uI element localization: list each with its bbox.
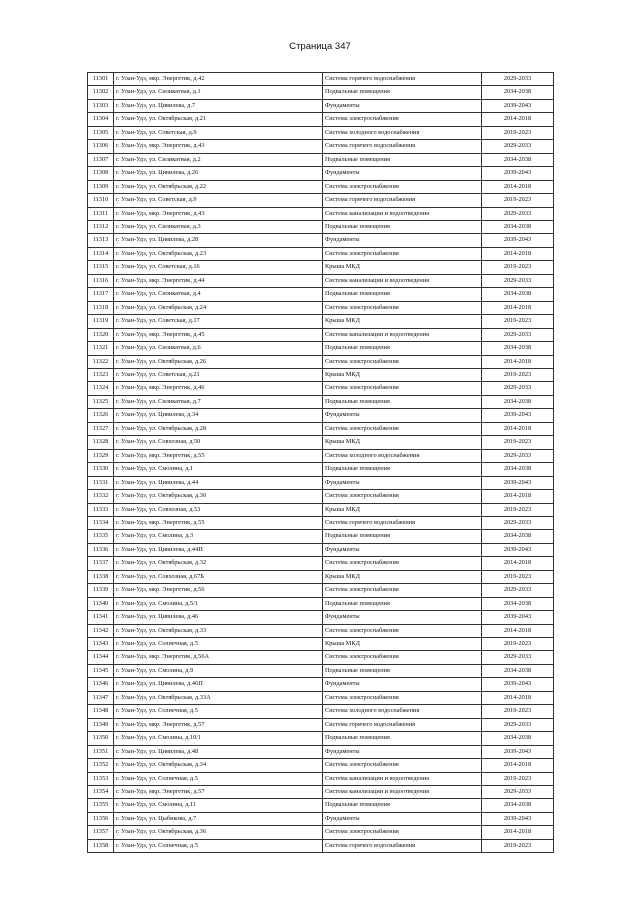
work-type-cell: Фундаменты bbox=[323, 167, 482, 180]
period-cell: 2019-2023 bbox=[482, 315, 554, 328]
table-row bbox=[88, 126, 554, 139]
address-cell: г. Улан-Удэ, ул. Цивилева, д.48 bbox=[114, 745, 323, 758]
period-cell: 2034-2038 bbox=[482, 732, 554, 745]
period-cell: 2014-2018 bbox=[482, 557, 554, 570]
period-cell: 2029-2033 bbox=[482, 274, 554, 287]
table-row bbox=[88, 638, 554, 651]
address-cell: г. Улан-Удэ, мкр. Энергетик, д.46 bbox=[114, 382, 323, 395]
table-row bbox=[88, 288, 554, 301]
work-type-cell: Система электроснабжения bbox=[323, 180, 482, 193]
address-cell: г. Улан-Удэ, ул. Октябрьская, д.33А bbox=[114, 691, 323, 704]
period-cell: 2039-2043 bbox=[482, 745, 554, 758]
address-cell: г. Улан-Удэ, ул. Совхозная, д.53 bbox=[114, 503, 323, 516]
work-type-cell: Крыша МКД bbox=[323, 261, 482, 274]
period-cell: 2039-2043 bbox=[482, 167, 554, 180]
address-cell: г. Улан-Удэ, мкр. Энергетик, д.43 bbox=[114, 140, 323, 153]
period-cell: 2034-2038 bbox=[482, 288, 554, 301]
work-type-cell: Подвальные помещения bbox=[323, 220, 482, 233]
row-number: 11327 bbox=[88, 422, 114, 435]
table-row bbox=[88, 557, 554, 570]
row-number: 11325 bbox=[88, 395, 114, 408]
address-cell: г. Улан-Удэ, ул. Цивилева, д.46П bbox=[114, 678, 323, 691]
table-row bbox=[88, 301, 554, 314]
address-cell: г. Улан-Удэ, ул. Октябрьская, д.23 bbox=[114, 247, 323, 260]
address-cell: г. Улан-Удэ, ул. Смолина, д.9 bbox=[114, 664, 323, 677]
address-cell: г. Улан-Удэ, ул. Солнечная, д.5 bbox=[114, 839, 323, 852]
work-type-cell: Крыша МКД bbox=[323, 368, 482, 381]
table-row bbox=[88, 516, 554, 529]
period-cell: 2039-2043 bbox=[482, 611, 554, 624]
work-type-cell: Подвальные помещения bbox=[323, 799, 482, 812]
address-cell: г. Улан-Удэ, ул. Силикатная, д.6 bbox=[114, 342, 323, 355]
period-cell: 2019-2023 bbox=[482, 368, 554, 381]
table-row bbox=[88, 799, 554, 812]
schedule-table bbox=[87, 72, 554, 853]
row-number: 11305 bbox=[88, 126, 114, 139]
period-cell: 2019-2023 bbox=[482, 839, 554, 852]
period-cell: 2029-2033 bbox=[482, 786, 554, 799]
row-number: 11343 bbox=[88, 638, 114, 651]
work-type-cell: Фундаменты bbox=[323, 611, 482, 624]
row-number: 11335 bbox=[88, 530, 114, 543]
work-type-cell: Система канализации и водоотведения bbox=[323, 274, 482, 287]
table-row bbox=[88, 463, 554, 476]
row-number: 11354 bbox=[88, 786, 114, 799]
work-type-cell: Система электроснабжения bbox=[323, 113, 482, 126]
row-number: 11314 bbox=[88, 247, 114, 260]
work-type-cell: Система электроснабжения bbox=[323, 759, 482, 772]
work-type-cell: Система электроснабжения bbox=[323, 301, 482, 314]
work-type-cell: Система канализации и водоотведения bbox=[323, 328, 482, 341]
table-row bbox=[88, 409, 554, 422]
table-row bbox=[88, 355, 554, 368]
period-cell: 2039-2043 bbox=[482, 234, 554, 247]
table-row bbox=[88, 449, 554, 462]
table-row bbox=[88, 718, 554, 731]
work-type-cell: Фундаменты bbox=[323, 745, 482, 758]
table-row bbox=[88, 597, 554, 610]
period-cell: 2019-2023 bbox=[482, 194, 554, 207]
period-cell: 2034-2038 bbox=[482, 463, 554, 476]
row-number: 11311 bbox=[88, 207, 114, 220]
address-cell: г. Улан-Удэ, ул. Силикатная, д.2 bbox=[114, 153, 323, 166]
work-type-cell: Подвальные помещения bbox=[323, 597, 482, 610]
table-row bbox=[88, 476, 554, 489]
row-number: 11329 bbox=[88, 449, 114, 462]
period-cell: 2029-2033 bbox=[482, 140, 554, 153]
period-cell: 2039-2043 bbox=[482, 476, 554, 489]
address-cell: г. Улан-Удэ, ул. Советская, д.9 bbox=[114, 194, 323, 207]
work-type-cell: Фундаменты bbox=[323, 234, 482, 247]
address-cell: г. Улан-Удэ, ул. Смолина, д.5/1 bbox=[114, 597, 323, 610]
address-cell: г. Улан-Удэ, ул. Октябрьская, д.32 bbox=[114, 557, 323, 570]
table-row bbox=[88, 247, 554, 260]
row-number: 11307 bbox=[88, 153, 114, 166]
work-type-cell: Система канализации и водоотведения bbox=[323, 772, 482, 785]
table-row bbox=[88, 220, 554, 233]
table-row bbox=[88, 328, 554, 341]
address-cell: г. Улан-Удэ, ул. Смолина, д.1 bbox=[114, 463, 323, 476]
table-row bbox=[88, 691, 554, 704]
table-row bbox=[88, 422, 554, 435]
row-number: 11331 bbox=[88, 476, 114, 489]
row-number: 11313 bbox=[88, 234, 114, 247]
table-row bbox=[88, 86, 554, 99]
period-cell: 2034-2038 bbox=[482, 799, 554, 812]
address-cell: г. Улан-Удэ, мкр. Энергетик, д.56А bbox=[114, 651, 323, 664]
work-type-cell: Система горячего водоснабжения bbox=[323, 140, 482, 153]
work-type-cell: Крыша МКД bbox=[323, 570, 482, 583]
row-number: 11347 bbox=[88, 691, 114, 704]
row-number: 11309 bbox=[88, 180, 114, 193]
table-row bbox=[88, 611, 554, 624]
table-row bbox=[88, 786, 554, 799]
table-row bbox=[88, 530, 554, 543]
address-cell: г. Улан-Удэ, ул. Цивилева, д.34 bbox=[114, 409, 323, 422]
address-cell: г. Улан-Удэ, ул. Силикатная, д.7 bbox=[114, 395, 323, 408]
work-type-cell: Система электроснабжения bbox=[323, 557, 482, 570]
period-cell: 2034-2038 bbox=[482, 342, 554, 355]
period-cell: 2034-2038 bbox=[482, 597, 554, 610]
address-cell: г. Улан-Удэ, ул. Цивилева, д.28 bbox=[114, 234, 323, 247]
table-row bbox=[88, 651, 554, 664]
work-type-cell: Система канализации и водоотведения bbox=[323, 786, 482, 799]
work-type-cell: Фундаменты bbox=[323, 476, 482, 489]
work-type-cell: Фундаменты bbox=[323, 409, 482, 422]
table-row bbox=[88, 207, 554, 220]
work-type-cell: Система горячего водоснабжения bbox=[323, 718, 482, 731]
period-cell: 2014-2018 bbox=[482, 759, 554, 772]
row-number: 11339 bbox=[88, 584, 114, 597]
work-type-cell: Крыша МКД bbox=[323, 315, 482, 328]
address-cell: г. Улан-Удэ, ул. Октябрьская, д.34 bbox=[114, 759, 323, 772]
address-cell: г. Улан-Удэ, ул. Советская, д.21 bbox=[114, 368, 323, 381]
row-number: 11321 bbox=[88, 342, 114, 355]
address-cell: г. Улан-Удэ, ул. Октябрьская, д.21 bbox=[114, 113, 323, 126]
period-cell: 2019-2023 bbox=[482, 503, 554, 516]
row-number: 11349 bbox=[88, 718, 114, 731]
period-cell: 2039-2043 bbox=[482, 678, 554, 691]
table-row bbox=[88, 826, 554, 839]
work-type-cell: Система холодного водоснабжения bbox=[323, 705, 482, 718]
row-number: 11304 bbox=[88, 113, 114, 126]
row-number: 11306 bbox=[88, 140, 114, 153]
address-cell: г. Улан-Удэ, ул. Цивилева, д.44 bbox=[114, 476, 323, 489]
table-row bbox=[88, 140, 554, 153]
work-type-cell: Фундаменты bbox=[323, 99, 482, 112]
period-cell: 2029-2033 bbox=[482, 328, 554, 341]
table-row bbox=[88, 382, 554, 395]
work-type-cell: Система электроснабжения bbox=[323, 691, 482, 704]
row-number: 11328 bbox=[88, 436, 114, 449]
work-type-cell: Система холодного водоснабжения bbox=[323, 126, 482, 139]
table-row bbox=[88, 234, 554, 247]
period-cell: 2014-2018 bbox=[482, 691, 554, 704]
address-cell: г. Улан-Удэ, ул. Октябрьская, д.26 bbox=[114, 355, 323, 368]
work-type-cell: Подвальные помещения bbox=[323, 463, 482, 476]
address-cell: г. Улан-Удэ, мкр. Энергетик, д.45 bbox=[114, 328, 323, 341]
address-cell: г. Улан-Удэ, мкр. Энергетик, д.56 bbox=[114, 584, 323, 597]
work-type-cell: Подвальные помещения bbox=[323, 342, 482, 355]
work-type-cell: Система электроснабжения bbox=[323, 247, 482, 260]
period-cell: 2039-2043 bbox=[482, 409, 554, 422]
row-number: 11333 bbox=[88, 503, 114, 516]
row-number: 11315 bbox=[88, 261, 114, 274]
work-type-cell: Подвальные помещения bbox=[323, 86, 482, 99]
row-number: 11345 bbox=[88, 664, 114, 677]
row-number: 11338 bbox=[88, 570, 114, 583]
address-cell: г. Улан-Удэ, ул. Силикатная, д.3 bbox=[114, 220, 323, 233]
period-cell: 2034-2038 bbox=[482, 395, 554, 408]
row-number: 11332 bbox=[88, 490, 114, 503]
row-number: 11336 bbox=[88, 543, 114, 556]
period-cell: 2014-2018 bbox=[482, 422, 554, 435]
row-number: 11355 bbox=[88, 799, 114, 812]
row-number: 11312 bbox=[88, 220, 114, 233]
address-cell: г. Улан-Удэ, ул. Октябрьская, д.33 bbox=[114, 624, 323, 637]
address-cell: г. Улан-Удэ, ул. Октябрьская, д.36 bbox=[114, 826, 323, 839]
table-row bbox=[88, 624, 554, 637]
row-number: 11341 bbox=[88, 611, 114, 624]
address-cell: г. Улан-Удэ, ул. Цивилева, д.46 bbox=[114, 611, 323, 624]
row-number: 11352 bbox=[88, 759, 114, 772]
address-cell: г. Улан-Удэ, ул. Цивилева, д.7 bbox=[114, 99, 323, 112]
table-row bbox=[88, 732, 554, 745]
row-number: 11303 bbox=[88, 99, 114, 112]
period-cell: 2019-2023 bbox=[482, 261, 554, 274]
work-type-cell: Система горячего водоснабжения bbox=[323, 194, 482, 207]
table-row bbox=[88, 368, 554, 381]
row-number: 11319 bbox=[88, 315, 114, 328]
work-type-cell: Система электроснабжения bbox=[323, 584, 482, 597]
address-cell: г. Улан-Удэ, ул. Советская, д.9 bbox=[114, 126, 323, 139]
row-number: 11317 bbox=[88, 288, 114, 301]
address-cell: г. Улан-Удэ, мкр. Энергетик, д.43 bbox=[114, 207, 323, 220]
address-cell: г. Улан-Удэ, ул. Солнечная, д.5 bbox=[114, 772, 323, 785]
address-cell: г. Улан-Удэ, мкр. Энергетик, д.44 bbox=[114, 274, 323, 287]
period-cell: 2019-2023 bbox=[482, 772, 554, 785]
work-type-cell: Система электроснабжения bbox=[323, 651, 482, 664]
table-row bbox=[88, 315, 554, 328]
table-row bbox=[88, 73, 554, 86]
address-cell: г. Улан-Удэ, ул. Цивилева, д.26 bbox=[114, 167, 323, 180]
period-cell: 2019-2023 bbox=[482, 705, 554, 718]
work-type-cell: Фундаменты bbox=[323, 678, 482, 691]
period-cell: 2039-2043 bbox=[482, 812, 554, 825]
table-body bbox=[88, 73, 554, 853]
period-cell: 2039-2043 bbox=[482, 99, 554, 112]
period-cell: 2014-2018 bbox=[482, 301, 554, 314]
address-cell: г. Улан-Удэ, мкр. Энергетик, д.57 bbox=[114, 718, 323, 731]
row-number: 11351 bbox=[88, 745, 114, 758]
address-cell: г. Улан-Удэ, ул. Совхозная, д.67Б bbox=[114, 570, 323, 583]
row-number: 11353 bbox=[88, 772, 114, 785]
row-number: 11350 bbox=[88, 732, 114, 745]
row-number: 11348 bbox=[88, 705, 114, 718]
work-type-cell: Система холодного водоснабжения bbox=[323, 449, 482, 462]
table-row bbox=[88, 839, 554, 852]
row-number: 11310 bbox=[88, 194, 114, 207]
work-type-cell: Фундаменты bbox=[323, 543, 482, 556]
work-type-cell: Подвальные помещения bbox=[323, 395, 482, 408]
table-row bbox=[88, 153, 554, 166]
period-cell: 2029-2033 bbox=[482, 516, 554, 529]
table-row bbox=[88, 759, 554, 772]
period-cell: 2029-2033 bbox=[482, 382, 554, 395]
period-cell: 2034-2038 bbox=[482, 86, 554, 99]
address-cell: г. Улан-Удэ, ул. Силикатная, д.4 bbox=[114, 288, 323, 301]
row-number: 11344 bbox=[88, 651, 114, 664]
period-cell: 2019-2023 bbox=[482, 638, 554, 651]
work-type-cell: Система электроснабжения bbox=[323, 422, 482, 435]
table-row bbox=[88, 490, 554, 503]
table-row bbox=[88, 584, 554, 597]
row-number: 11330 bbox=[88, 463, 114, 476]
table-row bbox=[88, 180, 554, 193]
table-row bbox=[88, 395, 554, 408]
row-number: 11318 bbox=[88, 301, 114, 314]
period-cell: 2029-2033 bbox=[482, 449, 554, 462]
row-number: 11320 bbox=[88, 328, 114, 341]
table-row bbox=[88, 99, 554, 112]
table-row bbox=[88, 570, 554, 583]
work-type-cell: Система электроснабжения bbox=[323, 826, 482, 839]
work-type-cell: Подвальные помещения bbox=[323, 153, 482, 166]
table-row bbox=[88, 261, 554, 274]
work-type-cell: Крыша МКД bbox=[323, 503, 482, 516]
row-number: 11326 bbox=[88, 409, 114, 422]
table-row bbox=[88, 664, 554, 677]
period-cell: 2029-2033 bbox=[482, 651, 554, 664]
period-cell: 2029-2033 bbox=[482, 73, 554, 86]
period-cell: 2014-2018 bbox=[482, 624, 554, 637]
address-cell: г. Улан-Удэ, ул. Цивилева, д.44П bbox=[114, 543, 323, 556]
address-cell: г. Улан-Удэ, ул. Солнечная, д.5 bbox=[114, 638, 323, 651]
table-row bbox=[88, 113, 554, 126]
work-type-cell: Система электроснабжения bbox=[323, 490, 482, 503]
table-row bbox=[88, 745, 554, 758]
work-type-cell: Подвальные помещения bbox=[323, 288, 482, 301]
row-number: 11322 bbox=[88, 355, 114, 368]
address-cell: г. Улан-Удэ, ул. Октябрьская, д.24 bbox=[114, 301, 323, 314]
work-type-cell: Крыша МКД bbox=[323, 638, 482, 651]
work-type-cell: Подвальные помещения bbox=[323, 732, 482, 745]
row-number: 11357 bbox=[88, 826, 114, 839]
period-cell: 2034-2038 bbox=[482, 220, 554, 233]
address-cell: г. Улан-Удэ, ул. Советская, д.17 bbox=[114, 315, 323, 328]
row-number: 11337 bbox=[88, 557, 114, 570]
table-row bbox=[88, 678, 554, 691]
row-number: 11301 bbox=[88, 73, 114, 86]
row-number: 11302 bbox=[88, 86, 114, 99]
row-number: 11342 bbox=[88, 624, 114, 637]
period-cell: 2014-2018 bbox=[482, 826, 554, 839]
work-type-cell: Фундаменты bbox=[323, 812, 482, 825]
table-row bbox=[88, 167, 554, 180]
period-cell: 2029-2033 bbox=[482, 207, 554, 220]
period-cell: 2034-2038 bbox=[482, 153, 554, 166]
work-type-cell: Система горячего водоснабжения bbox=[323, 839, 482, 852]
address-cell: г. Улан-Удэ, ул. Смолина, д.10/1 bbox=[114, 732, 323, 745]
row-number: 11358 bbox=[88, 839, 114, 852]
period-cell: 2019-2023 bbox=[482, 570, 554, 583]
period-cell: 2034-2038 bbox=[482, 664, 554, 677]
address-cell: г. Улан-Удэ, мкр. Энергетик, д.42 bbox=[114, 73, 323, 86]
table-row bbox=[88, 812, 554, 825]
work-type-cell: Система канализации и водоотведения bbox=[323, 207, 482, 220]
address-cell: г. Улан-Удэ, ул. Октябрьская, д.22 bbox=[114, 180, 323, 193]
address-cell: г. Улан-Удэ, ул. Смолина, д.3 bbox=[114, 530, 323, 543]
row-number: 11324 bbox=[88, 382, 114, 395]
period-cell: 2019-2023 bbox=[482, 126, 554, 139]
row-number: 11323 bbox=[88, 368, 114, 381]
work-type-cell: Система горячего водоснабжения bbox=[323, 73, 482, 86]
period-cell: 2029-2033 bbox=[482, 584, 554, 597]
work-type-cell: Подвальные помещения bbox=[323, 530, 482, 543]
address-cell: г. Улан-Удэ, мкр. Энергетик, д.55 bbox=[114, 449, 323, 462]
address-cell: г. Улан-Удэ, ул. Советская, д.16 bbox=[114, 261, 323, 274]
table-row bbox=[88, 705, 554, 718]
address-cell: г. Улан-Удэ, ул. Смолина, д.11 bbox=[114, 799, 323, 812]
table-row bbox=[88, 503, 554, 516]
work-type-cell: Система электроснабжения bbox=[323, 355, 482, 368]
page-title: Страница 347 bbox=[289, 41, 351, 52]
work-type-cell: Подвальные помещения bbox=[323, 664, 482, 677]
address-cell: г. Улан-Удэ, ул. Октябрьская, д.30 bbox=[114, 490, 323, 503]
period-cell: 2014-2018 bbox=[482, 180, 554, 193]
period-cell: 2014-2018 bbox=[482, 355, 554, 368]
table-row bbox=[88, 274, 554, 287]
work-type-cell: Система электроснабжения bbox=[323, 382, 482, 395]
table-row bbox=[88, 342, 554, 355]
row-number: 11346 bbox=[88, 678, 114, 691]
row-number: 11356 bbox=[88, 812, 114, 825]
address-cell: г. Улан-Удэ, ул. Октябрьская, д.28 bbox=[114, 422, 323, 435]
address-cell: г. Улан-Удэ, ул. Совхозная, д.50 bbox=[114, 436, 323, 449]
row-number: 11316 bbox=[88, 274, 114, 287]
address-cell: г. Улан-Удэ, ул. Цыбикова, д.7 bbox=[114, 812, 323, 825]
table-row bbox=[88, 436, 554, 449]
period-cell: 2014-2018 bbox=[482, 490, 554, 503]
table-row bbox=[88, 194, 554, 207]
period-cell: 2034-2038 bbox=[482, 530, 554, 543]
row-number: 11340 bbox=[88, 597, 114, 610]
period-cell: 2039-2043 bbox=[482, 543, 554, 556]
row-number: 11308 bbox=[88, 167, 114, 180]
work-type-cell: Система электроснабжения bbox=[323, 624, 482, 637]
address-cell: г. Улан-Удэ, ул. Солнечная, д.5 bbox=[114, 705, 323, 718]
table-row bbox=[88, 543, 554, 556]
table-row bbox=[88, 772, 554, 785]
work-type-cell: Система горячего водоснабжения bbox=[323, 516, 482, 529]
period-cell: 2019-2023 bbox=[482, 436, 554, 449]
address-cell: г. Улан-Удэ, ул. Силикатная, д.1 bbox=[114, 86, 323, 99]
address-cell: г. Улан-Удэ, мкр. Энергетик, д.55 bbox=[114, 516, 323, 529]
row-number: 11334 bbox=[88, 516, 114, 529]
work-type-cell: Крыша МКД bbox=[323, 436, 482, 449]
address-cell: г. Улан-Удэ, мкр. Энергетик, д.57 bbox=[114, 786, 323, 799]
period-cell: 2014-2018 bbox=[482, 247, 554, 260]
period-cell: 2014-2018 bbox=[482, 113, 554, 126]
period-cell: 2029-2033 bbox=[482, 718, 554, 731]
